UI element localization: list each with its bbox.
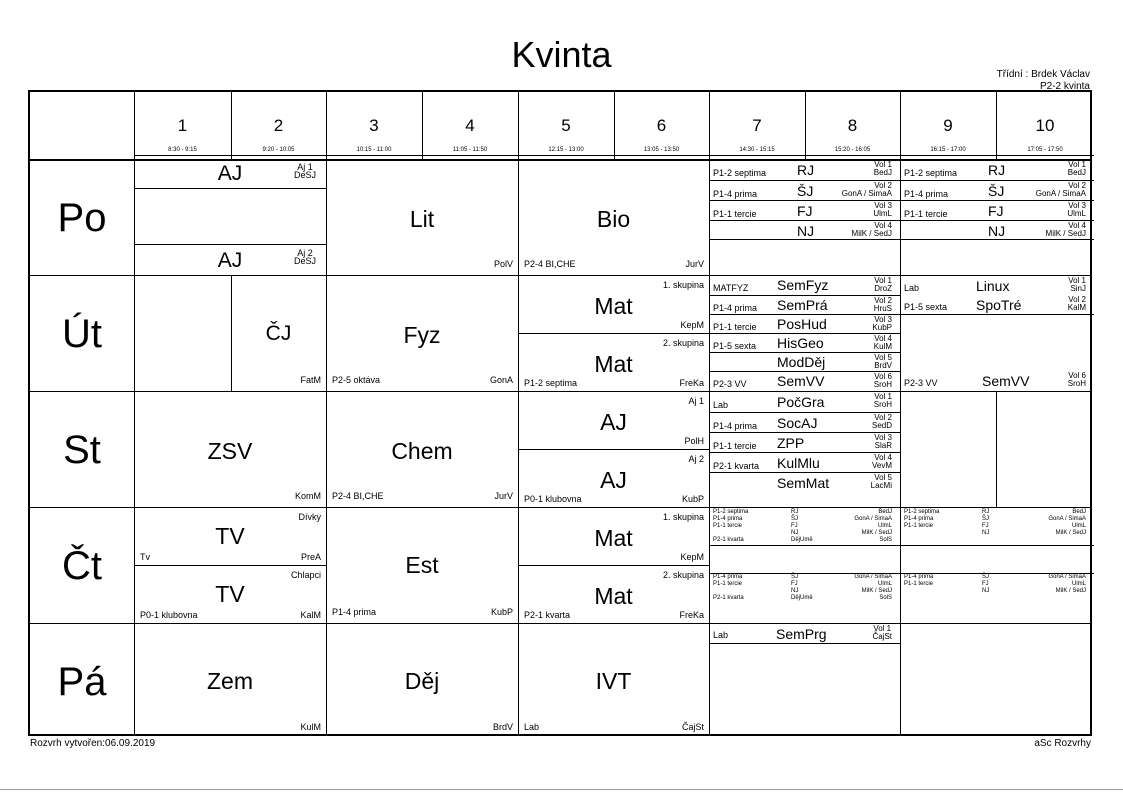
teacher: GonA / SimaA (854, 516, 892, 522)
vol: Vol 5 LacMi (870, 473, 892, 490)
subject: Bio (596, 206, 631, 232)
subject: IVT (595, 668, 632, 694)
teacher: KepM (680, 552, 704, 562)
subject: NJ (791, 588, 799, 594)
subject: AJ (217, 249, 243, 272)
period-number: 2 (273, 116, 284, 135)
teacher: MilK / SedJ (1055, 588, 1086, 594)
thu-est (326, 508, 518, 623)
tue-cj (231, 276, 326, 391)
subject: FJ (982, 581, 989, 587)
subject: FJ (988, 203, 1004, 219)
list-item (900, 509, 1094, 516)
subject: SemMat (777, 475, 830, 491)
group: P1-1 tercie (713, 441, 757, 451)
list-item (900, 160, 1094, 180)
subject: ŠJ (982, 574, 990, 580)
teacher: PreA (300, 552, 321, 562)
vol: Vol 1 SroH (873, 392, 892, 409)
period-time: 15:20 - 16:05 (834, 147, 871, 153)
group: Aj 2 DeSJ (293, 248, 316, 266)
subject: Fyz (403, 322, 441, 348)
list-item (900, 276, 1094, 295)
group: Lab (713, 630, 729, 640)
tue-mat2 (518, 334, 709, 391)
group: P1-4 prima (713, 303, 758, 313)
teacher: PolV (493, 259, 513, 269)
tue-optional-7-8 (709, 276, 900, 391)
period-time: 12:15 - 13:00 (548, 147, 584, 153)
list-item (900, 220, 1094, 241)
wed-optional-7-8 (709, 392, 900, 492)
subject: SemFyz (777, 277, 829, 293)
vol: Vol 3 UlmL (873, 201, 892, 218)
teacher: UlmL (1071, 523, 1086, 529)
subject: SocAJ (777, 415, 818, 431)
teacher: KepM (680, 320, 704, 330)
subject: KulMlu (777, 455, 820, 471)
vol: Vol 3 SlaR (874, 433, 892, 450)
group: P1-5 sexta (713, 341, 757, 351)
group: 1. skupina (662, 280, 704, 290)
subject: ZSV (207, 438, 253, 464)
list-item (900, 516, 1094, 523)
teacher: SolS (879, 537, 892, 543)
room: P2-4 BI,CHE (524, 259, 576, 269)
wed-aj2 (518, 450, 709, 507)
period-number: 3 (369, 116, 379, 135)
subject: FJ (791, 581, 798, 587)
subject: DějUmě (791, 595, 813, 601)
mon-optional-7-8 (709, 160, 900, 240)
list-item (709, 595, 900, 602)
teacher: KubP (681, 494, 704, 504)
list-item (900, 180, 1094, 201)
period-number: 10 (1035, 116, 1055, 135)
subject: NJ (982, 530, 990, 536)
period-time: 17:05 - 17:50 (1027, 147, 1063, 153)
mon-bio (518, 160, 709, 275)
teacher: MilK / SedJ (861, 588, 892, 594)
teacher: GonA / SimaA (854, 574, 892, 580)
teacher: FreKa (679, 610, 704, 620)
group: P1-2 septima (713, 509, 749, 515)
subject: Mat (594, 525, 633, 551)
vol: Vol 1 ČajSt (872, 624, 892, 641)
list-item (709, 295, 900, 315)
subject: SemPrá (777, 297, 828, 313)
group: Aj 1 (688, 396, 704, 406)
subject: SpoTré (976, 297, 1022, 313)
group: P1-4 prima (713, 421, 758, 431)
tue-fyz (326, 276, 518, 391)
group: 2. skupina (662, 570, 704, 580)
page-title: Kvinta (511, 34, 612, 75)
vol: Vol 3 KubP (872, 315, 892, 332)
room: P2-1 kvarta (524, 610, 571, 620)
list-item (900, 574, 1094, 581)
thu-optional-7-8-a (709, 509, 900, 545)
subject: PosHud (777, 316, 827, 332)
fri-dej (326, 624, 518, 738)
day-friday: Pá (57, 660, 107, 704)
vol: Vol 2 HruS (873, 296, 892, 313)
vol: Vol 1 BedJ (873, 160, 892, 177)
group: P1-4 prima (713, 516, 743, 522)
period-number: 9 (943, 116, 953, 135)
list-item (709, 523, 900, 530)
vol: Vol 5 BrdV (874, 353, 892, 370)
group: P1-1 tercie (904, 209, 948, 219)
teacher: BedJ (1072, 509, 1086, 515)
thu-mat2 (518, 566, 709, 623)
vol: Vol 4 MilK / SedJ (851, 221, 892, 238)
mon-optional-9-10 (900, 160, 1094, 240)
list-item (900, 588, 1094, 595)
vol: Vol 4 MilK / SedJ (1045, 221, 1086, 238)
teacher: UlmL (877, 581, 892, 587)
tue-optional-9-10 (900, 276, 1094, 391)
subject: Mat (594, 583, 633, 609)
subject: NJ (791, 530, 799, 536)
vol: Vol 6 SroH (873, 372, 892, 389)
list-item (709, 537, 900, 544)
period-number: 8 (847, 116, 858, 135)
period-number: 4 (465, 116, 475, 135)
list-item (709, 509, 900, 516)
room: P1-4 prima (332, 607, 377, 617)
wed-zsv (134, 392, 326, 507)
teacher: BrdV (492, 722, 513, 732)
list-item (900, 371, 1094, 390)
group: P1-2 septima (904, 168, 958, 178)
group: 2. skupina (662, 338, 704, 348)
subject: TV (215, 523, 245, 549)
subject: HisGeo (777, 335, 824, 351)
period-number: 5 (561, 116, 571, 135)
wed-aj1 (518, 392, 709, 449)
group: P2-1 kvarta (713, 537, 744, 543)
subject: RJ (797, 162, 815, 178)
group: P1-4 prima (713, 574, 743, 580)
wed-chem (326, 392, 518, 507)
subject: ZPP (777, 435, 805, 451)
teacher: JurV (494, 491, 513, 501)
group: P1-1 tercie (904, 523, 934, 529)
period-time: 16:15 - 17:00 (930, 147, 966, 153)
teacher: MilK / SedJ (861, 530, 892, 536)
subject: ŠJ (988, 183, 1005, 199)
day-thursday: Čt (62, 544, 102, 588)
subject: RJ (791, 509, 799, 515)
subject: ŠJ (791, 574, 799, 580)
group: Lab (713, 400, 729, 410)
subject: Mat (594, 293, 633, 319)
subject: FJ (797, 203, 813, 219)
vol: Vol 2 KalM (1067, 295, 1086, 312)
subject: ModDěj (777, 354, 826, 370)
period-time: 11:05 - 11:50 (452, 147, 488, 153)
list-item (709, 276, 900, 295)
teacher: FatM (300, 375, 321, 385)
period-number: 7 (752, 116, 762, 135)
mon-aj2 (134, 245, 326, 275)
group: P1-5 sexta (904, 302, 948, 312)
list-item (900, 523, 1094, 530)
fri-ivt (518, 624, 709, 738)
list-item (709, 352, 900, 372)
teacher: KalM (300, 610, 321, 620)
teacher: FreKa (679, 378, 704, 388)
group: P1-4 prima (904, 574, 934, 580)
subject: SemPrg (776, 626, 827, 642)
thu-optional-9-10-a (900, 509, 1094, 545)
period-time: 8:30 - 9:15 (168, 147, 197, 153)
footer-created: Rozvrh vytvořen:06.09.2019 (30, 738, 156, 749)
group: Aj 2 (688, 454, 704, 464)
list-item (709, 314, 900, 334)
list-item (709, 333, 900, 353)
subject: PočGra (777, 394, 825, 410)
fri-zem (134, 624, 326, 738)
group: MATFYZ (713, 283, 749, 293)
subject: NJ (797, 223, 815, 239)
subject: Lit (409, 206, 435, 232)
day-wednesday: St (63, 428, 101, 472)
room: Lab (524, 722, 540, 732)
subject: Zem (207, 668, 253, 694)
group: P1-2 septima (713, 168, 767, 178)
subject: AJ (217, 162, 243, 185)
teacher: GonA (489, 375, 513, 385)
list-item (709, 574, 900, 581)
teacher: ČajSt (681, 722, 704, 732)
group: P2-1 kvarta (713, 461, 760, 471)
room: P1-2 septima (524, 378, 578, 388)
vol: Vol 2 GonA / SimaA (1035, 181, 1086, 198)
group: Aj 1 DeSJ (293, 162, 316, 180)
room: P0-1 klubovna (140, 610, 198, 620)
vol: Vol 6 SroH (1067, 371, 1086, 388)
vol: Vol 2 SedD (871, 413, 892, 430)
list-item (709, 530, 900, 537)
vol: Vol 4 KulM (873, 334, 892, 351)
subject: SemVV (777, 373, 825, 389)
list-item (709, 432, 900, 453)
room: P0-1 klubovna (524, 494, 582, 504)
thu-optional-7-8-b (709, 574, 900, 610)
vol: Vol 1 BedJ (1067, 160, 1086, 177)
subject: DějUmě (791, 537, 813, 543)
list-item (709, 472, 900, 493)
fri-optional-7-8 (709, 624, 900, 643)
group: P1-1 tercie (713, 581, 743, 587)
class-teacher: Třídní : Brdek Václav (996, 69, 1090, 80)
period-time: 14:30 - 15:15 (739, 147, 775, 153)
room: P2-5 oktáva (332, 375, 381, 385)
subject: NJ (988, 223, 1006, 239)
subject: RJ (982, 509, 990, 515)
thu-optional-9-10-b (900, 574, 1094, 610)
list-item (709, 371, 900, 391)
list-item (709, 452, 900, 473)
subject: ŠJ (791, 516, 799, 522)
list-item (709, 180, 900, 201)
subject: AJ (600, 409, 627, 435)
vol: Vol 3 UlmL (1067, 201, 1086, 218)
teacher: UlmL (877, 523, 892, 529)
timetable-grid (28, 90, 1092, 736)
teacher: UlmL (1071, 581, 1086, 587)
list-item (900, 581, 1094, 588)
subject: Linux (976, 278, 1010, 294)
subject: ŠJ (982, 516, 990, 522)
subject: Chem (391, 438, 453, 464)
subject: FJ (982, 523, 989, 529)
thu-mat1 (518, 508, 709, 565)
group: P1-1 tercie (713, 322, 757, 332)
day-monday: Po (57, 196, 107, 240)
teacher: BedJ (878, 509, 892, 515)
room: P2-4 BI,CHE (332, 491, 384, 501)
teacher: MilK / SedJ (1055, 530, 1086, 536)
thu-tv1 (134, 508, 326, 565)
class-name: P2-2 kvinta (1039, 81, 1090, 92)
tue-mat1 (518, 276, 709, 333)
list-item (709, 160, 900, 180)
vol: Vol 1 DroZ (874, 276, 892, 293)
group: Chlapci (290, 570, 321, 580)
group: P1-1 tercie (904, 581, 934, 587)
footer-brand: aSc Rozvrhy (1034, 738, 1091, 749)
thu-tv2 (134, 566, 326, 623)
subject: TV (215, 581, 245, 607)
day-tuesday: Út (62, 312, 102, 356)
period-time: 9:20 - 10:05 (262, 147, 295, 153)
teacher: GonA / SimaA (1048, 516, 1086, 522)
list-item (709, 220, 900, 241)
period-number: 6 (656, 116, 667, 135)
group: P2-3 VV (713, 379, 747, 389)
list-item (709, 412, 900, 433)
subject: AJ (600, 467, 627, 493)
list-item (900, 200, 1094, 221)
group: P1-1 tercie (713, 523, 743, 529)
room: Tv (140, 552, 150, 562)
mon-lit (326, 160, 518, 275)
mon-aj1 (134, 160, 326, 188)
list-item (900, 295, 1094, 315)
period-time: 10:15 - 11:00 (356, 147, 392, 153)
teacher: GonA / SimaA (1048, 574, 1086, 580)
subject: SemVV (982, 373, 1030, 389)
subject: Mat (594, 351, 633, 377)
group: P2-1 kvarta (713, 595, 744, 601)
subject: FJ (791, 523, 798, 529)
group: P1-1 tercie (713, 209, 757, 219)
group: P2-3 VV (904, 378, 938, 388)
group: P1-4 prima (904, 189, 949, 199)
group: Lab (904, 283, 920, 293)
group: 1. skupina (662, 512, 704, 522)
subject: NJ (982, 588, 990, 594)
group: Dívky (298, 512, 321, 522)
list-item (900, 530, 1094, 537)
subject: Est (405, 552, 439, 578)
teacher: JurV (685, 259, 704, 269)
period-number: 1 (177, 116, 188, 135)
subject: ŠJ (797, 183, 814, 199)
vol: Vol 1 SinJ (1068, 276, 1086, 293)
subject: ČJ (265, 322, 292, 345)
group: P1-2 septima (904, 509, 940, 515)
teacher: KulM (300, 722, 321, 732)
group: P1-4 prima (713, 189, 758, 199)
list-item (709, 624, 900, 643)
subject: RJ (988, 162, 1006, 178)
teacher: KubP (490, 607, 513, 617)
list-item (709, 516, 900, 523)
group: P1-4 prima (904, 516, 934, 522)
teacher: KomM (294, 491, 321, 501)
vol: Vol 4 VevM (871, 453, 892, 470)
subject: Děj (404, 668, 440, 694)
list-item (709, 581, 900, 588)
list-item (709, 200, 900, 221)
list-item (709, 588, 900, 595)
teacher: PolH (684, 436, 704, 446)
period-time: 13:05 - 13:50 (643, 147, 680, 153)
vol: Vol 2 GonA / SimaA (841, 181, 892, 198)
teacher: SolS (879, 595, 892, 601)
list-item (709, 392, 900, 412)
